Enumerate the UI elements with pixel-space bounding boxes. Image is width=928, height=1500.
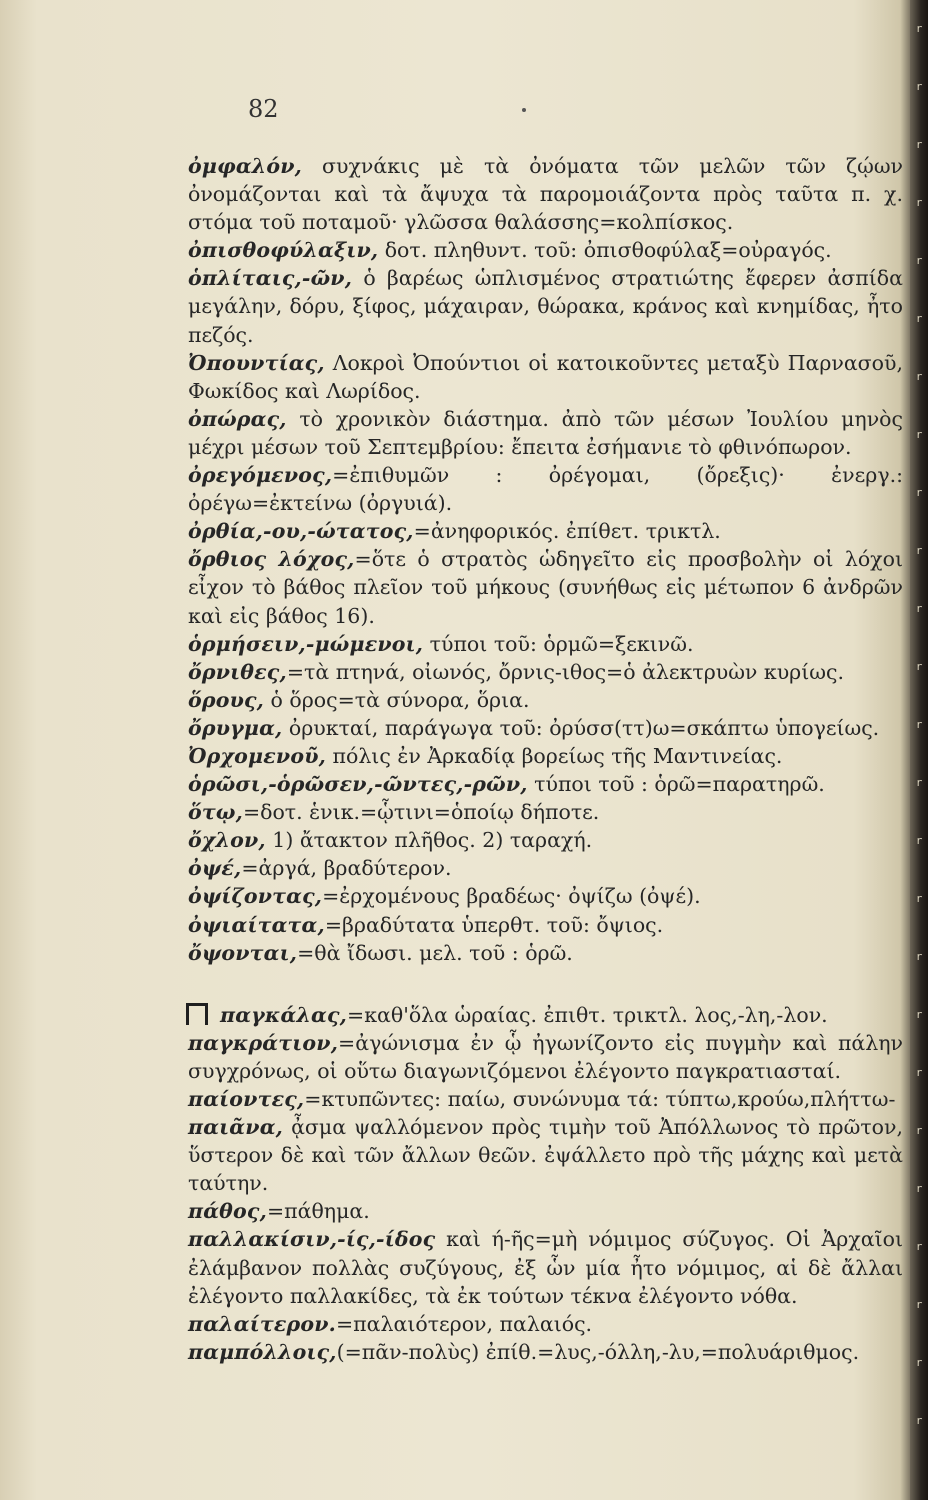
entry-headword: ὄψονται, [188,940,298,965]
entry-definition: =ἀγώνισμα ἐν ᾧ ἠγωνίζοντο εἰς πυγμὴν καὶ πάλην συγχρόνως, οἱ οὕτω διαγωνιζόμενοι ἐλέγοντο παγκρατιασταί. [188,1030,903,1083]
entry-definition: =ἐρχομένους βραδέως· ὀψίζω (ὀψέ). [322,884,701,909]
dictionary-entry [188,349,903,405]
entry-headword: ὁρῶσι,-ὁρῶσεν,-ῶντες,-ρῶν, [188,772,528,797]
edge-mark: r [915,312,923,325]
entry-definition: συχνάκις μὲ τὰ ὀνόματα τῶν μελῶν τῶν ζῴων ὀνομάζονται καὶ τὰ ἄψυχα τὰ παρομοιάζοντα πρὸς ταῦτα π. χ. στόμα τοῦ ποταμοῦ· γλῶσσα θαλάσσης=κολπίσκος. [188,154,903,235]
entry-definition: ὁ βαρέως ὡπλισμένος στρατιώτης ἔφερεν ἀσπίδα μεγάλην, δόρυ, ξίφος, μάχαιραν, θώρακα, κράνος καὶ κνημίδας, ἦτο πεζός. [188,266,903,347]
entry-headword: ὁρμήσειν,-μώμενοι, [188,631,424,656]
edge-mark: r [915,254,923,267]
dictionary-entry [188,939,903,967]
entry-definition: πόλις ἐν Ἀρκαδίᾳ βορείως τῆς Μαντινείας. [325,743,783,768]
edge-mark: r [915,370,923,383]
entry-headword: παίοντες, [188,1087,305,1111]
entry-definition: δοτ. πληθυντ. τοῦ: ὀπισθοφύλαξ=οὐραγός. [378,238,832,263]
entry-headword: ὄρνιθες, [188,659,287,684]
dictionary-entry [188,742,903,770]
dictionary-entry [188,1113,903,1197]
entry-definition: (=πᾶν-πολὺς) ἐπίθ.=λυς,-όλλη,-λυ,=πολυάριθμος. [336,1339,860,1364]
dictionary-entry [188,826,903,854]
entry-definition: =παλαιότερον, παλαιός. [335,1311,593,1336]
edge-mark: r [915,892,923,905]
page-number: 82 [248,95,279,123]
dictionary-entry [188,686,903,714]
dictionary-entry [188,854,903,882]
entry-definition: τὸ χρονικὸν διάστημα. ἀπὸ τῶν μέσων Ἰουλίου μηνὸς μέχρι μέσων τοῦ Σεπτεμβρίου: ἔπειτα ἐσήμανιε τὸ φθινόπωρον. [188,406,903,459]
dictionary-entry [188,264,903,348]
edge-mark: r [915,1008,923,1021]
entry-headword: παλαίτερον. [188,1311,336,1336]
dictionary-entry [188,461,903,517]
entry-headword: ὀπισθοφύλαξιν, [188,238,379,263]
entry-headword: παγκάλας, [220,1002,348,1027]
edge-mark: r [915,196,923,209]
edge-mark: r [915,544,923,557]
dictionary-entry [188,630,903,658]
entry-definition: =θὰ ἴδωσι. μελ. τοῦ : ὁρῶ. [297,940,573,965]
entry-headword: παλλακίσιν,-ίς,-ίδος [188,1227,436,1252]
section-pi [188,1001,903,1366]
entry-definition: =ἀνηφορικός. ἐπίθετ. τρικτλ. [413,519,721,544]
entry-definition: Λοκροὶ Ὀπούντιοι οἱ κατοικοῦντες μεταξὺ Παρνασοῦ, Φωκίδος καὶ Λωρίδος. [188,350,903,403]
edge-mark: r [915,138,923,151]
edge-mark: r [915,834,923,847]
edge-mark: r [915,1240,923,1253]
edge-mark: r [915,660,923,673]
dictionary-entry [188,770,903,798]
dictionary-entry [188,152,903,236]
dictionary-entry [188,1001,903,1029]
entry-headword: παμπόλλοις, [188,1339,337,1364]
entries-pi [188,1001,903,1366]
entry-headword: ὀρεγόμενος, [188,463,333,488]
entry-definition: =βραδύτατα ὑπερθτ. τοῦ: ὄψιος. [324,912,664,937]
ink-dot [522,108,526,112]
dictionary-entry [188,405,903,461]
entry-headword: ὀψιαίτατα, [188,912,325,937]
entry-headword: Ὀρχομενοῦ, [188,743,326,768]
entries-omicron [188,152,903,967]
edge-mark: r [915,776,923,789]
entry-headword: ὀπώρας, [188,406,287,431]
entry-definition: ὀρυκταί, παράγωγα τοῦ: ὀρύσσ(ττ)ω=σκάπτω ὑπογείως. [282,715,880,740]
dictionary-entry [188,658,903,686]
edge-mark: r [915,950,923,963]
edge-mark: r [915,22,923,35]
entry-headword: παιᾶνα, [188,1115,284,1140]
entry-headword: ὁπλίταις,-ῶν, [188,266,353,291]
entry-headword: ὀμφαλόν, [188,154,303,178]
edge-mark: r [915,1414,923,1427]
entry-definition: ὁ ὅρος=τὰ σύνορα, ὅρια. [264,687,530,712]
dictionary-entry [188,1029,903,1085]
dictionary-entry [188,1197,903,1225]
entry-headword: Ὀπουντίας, [188,350,325,375]
entry-definition: ᾆσμα ψαλλόμενον πρὸς τιμὴν τοῦ Ἀπόλλωνος τὸ πρῶτον, ὕστερον δὲ καὶ τῶν ἄλλων θεῶν. ἐψάλλετο πρὸ τῆς μάχης καὶ μετὰ ταύτην. [188,1115,903,1196]
dictionary-entry [188,1225,903,1309]
dictionary-entry [188,714,903,742]
entry-headword: ὄρθιος λόχος, [188,547,355,572]
entry-definition: =ἐπιθυμῶν : ὀρέγομαι, (ὄρεξις)· ἐνεργ.: ὀρέγω=ἐκτείνω (ὀργυιά). [188,463,903,516]
edge-mark: r [915,428,923,441]
entry-definition: =ἀργά, βραδύτερον. [241,856,452,881]
entry-headword: ὄρυγμα, [188,715,283,740]
entry-headword: ὀρθία,-ου,-ώτατος, [188,519,414,544]
edge-mark: r [915,1182,923,1195]
edge-mark: r [915,602,923,615]
dictionary-entry [188,911,903,939]
edge-mark: r [915,1124,923,1137]
entry-definition: =πάθημα. [266,1199,370,1224]
entry-headword: ὀψέ, [188,856,242,881]
dictionary-entry [188,236,903,264]
entry-definition: =τὰ πτηνά, οἰωνός, ὄρνις-ιθος=ὁ ἀλεκτρυὼν κυρίως. [286,659,844,684]
dictionary-entry [188,545,903,629]
entry-headword: παγκράτιον, [188,1030,339,1055]
entry-definition: =δοτ. ἑνικ.=ᾧτινι=ὁποίῳ δήποτε. [242,800,600,825]
entry-headword: ὄχλον, [188,828,266,853]
section-pi-mark [186,1003,208,1025]
edge-mark: r [915,1066,923,1079]
dictionary-entry [188,1085,903,1113]
dictionary-content [188,152,903,1366]
dictionary-entry [188,1310,903,1338]
entry-definition: τύποι τοῦ : ὁρῶ=παρατηρῶ. [527,772,825,797]
dictionary-entry [188,882,903,910]
page-edge-marks [914,0,924,1500]
dictionary-entry [188,1338,903,1366]
edge-mark: r [915,1356,923,1369]
entry-definition: =ὅτε ὁ στρατὸς ὡδηγεῖτο εἰς προσβολὴν οἱ λόχοι εἶχον τὸ βάθος πλεῖον τοῦ μήκους (συνήθως εἰς μέτωπον 6 ἀνδρῶν καὶ εἰς βάθος 16). [188,547,903,628]
entry-definition: =καθ'ὅλα ὡραίας. ἐπιθτ. τρικτλ. λος,-λη,-λον. [347,1002,828,1027]
edge-mark: r [915,718,923,731]
entry-definition: =κτυπῶντες: παίω, συνώνυμα τά: τύπτω,κρούω,πλήττω- [304,1087,896,1111]
edge-mark: r [915,80,923,93]
entry-definition: τύποι τοῦ: ὁρμῶ=ξεκινῶ. [423,631,694,656]
entry-headword: ὅτῳ, [188,800,243,825]
entry-headword: ὀψίζοντας, [188,884,323,909]
dictionary-entry [188,517,903,545]
entry-definition: καὶ ή-ῆς=μὴ νόμιμος σύζυγος. Οἱ Ἀρχαῖοι ἐλάμβανον πολλὰς συζύγους, ἐξ ὧν μία ἦτο νόμιμος, αἱ δὲ ἄλλαι ἐλέγοντο παλλακίδες, τὰ ἐκ τούτων τέκνα ἐλέγοντο νόθα. [188,1227,903,1308]
dictionary-entry [188,798,903,826]
entry-definition: 1) ἄτακτον πλῆθος. 2) ταραχή. [265,828,593,853]
entry-headword: πάθος, [188,1199,267,1224]
entry-headword: ὅρους, [188,687,265,712]
edge-mark: r [915,1298,923,1311]
edge-mark: r [915,486,923,499]
